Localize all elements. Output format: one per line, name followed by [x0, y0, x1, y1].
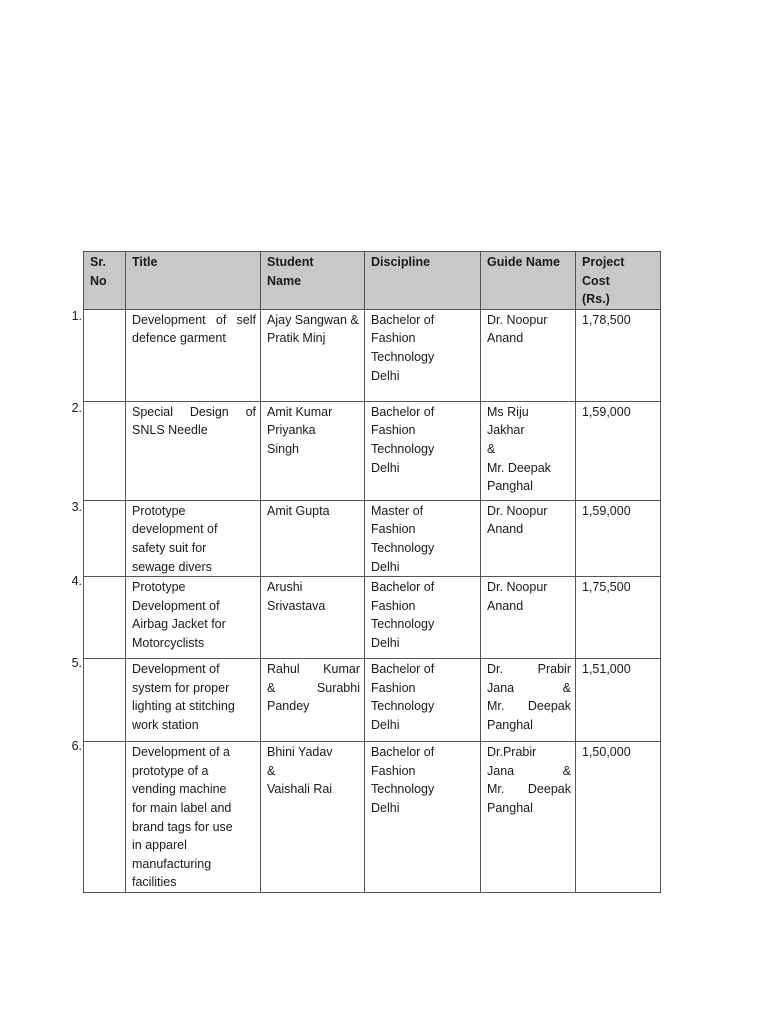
cell-project-cost: 1,75,500: [576, 577, 661, 659]
table-row: [84, 500, 661, 576]
table-row: [84, 309, 661, 401]
header-discipline: Discipline: [365, 252, 481, 310]
cell-discipline: Bachelor of Fashion Technology Delhi: [365, 401, 481, 500]
project-table: [83, 251, 661, 893]
cell-sr-no: [84, 742, 126, 893]
cell-title: Special Design of SNLS Needle: [126, 401, 261, 500]
header-row: [84, 252, 661, 310]
table-row: [84, 742, 661, 893]
table-row: [84, 401, 661, 500]
header-title: Title: [126, 252, 261, 310]
table-row: [84, 577, 661, 659]
cell-title: Development of system for proper lighting at stitching work station: [126, 659, 261, 742]
cell-project-cost: 1,78,500: [576, 309, 661, 401]
cell-sr-no: [84, 500, 126, 576]
cell-title: Prototype development of safety suit for sewage divers: [126, 500, 261, 576]
cell-title: Development of self defence garment: [126, 309, 261, 401]
cell-student-name: Bhini Yadav & Vaishali Rai: [261, 742, 365, 893]
cell-student-name: Amit Kumar Priyanka Singh: [261, 401, 365, 500]
cell-guide-name: Dr. Prabir Jana & Mr. Deepak Panghal: [481, 659, 576, 742]
cell-guide-name: Dr. Noopur Anand: [481, 309, 576, 401]
header-project-cost: Project Cost (Rs.): [576, 252, 661, 310]
cell-guide-name: Dr.Prabir Jana & Mr. Deepak Panghal: [481, 742, 576, 893]
row-number: 5.: [71, 656, 82, 670]
cell-project-cost: 1,59,000: [576, 500, 661, 576]
cell-discipline: Bachelor of Fashion Technology Delhi: [365, 577, 481, 659]
cell-student-name: Amit Gupta: [261, 500, 365, 576]
row-number: 1.: [71, 309, 82, 323]
cell-discipline: Bachelor of Fashion Technology Delhi: [365, 742, 481, 893]
cell-guide-name: Dr. Noopur Anand: [481, 577, 576, 659]
cell-sr-no: [84, 309, 126, 401]
cell-guide-name: Ms Riju Jakhar & Mr. Deepak Panghal: [481, 401, 576, 500]
cell-discipline: Bachelor of Fashion Technology Delhi: [365, 309, 481, 401]
row-number: 3.: [71, 500, 82, 514]
cell-project-cost: 1,59,000: [576, 401, 661, 500]
cell-title: Prototype Development of Airbag Jacket for Motorcyclists: [126, 577, 261, 659]
header-sr-no: Sr. No: [84, 252, 126, 310]
row-number: 2.: [71, 401, 82, 415]
cell-student-name: Ajay Sangwan & Pratik Minj: [261, 309, 365, 401]
cell-student-name: Rahul Kumar & Surabhi Pandey: [261, 659, 365, 742]
cell-sr-no: [84, 577, 126, 659]
cell-sr-no: [84, 659, 126, 742]
cell-discipline: Bachelor of Fashion Technology Delhi: [365, 659, 481, 742]
cell-sr-no: [84, 401, 126, 500]
cell-project-cost: 1,51,000: [576, 659, 661, 742]
header-guide-name: Guide Name: [481, 252, 576, 310]
row-number: 4.: [71, 574, 82, 588]
cell-student-name: Arushi Srivastava: [261, 577, 365, 659]
cell-project-cost: 1,50,000: [576, 742, 661, 893]
table-row: [84, 659, 661, 742]
cell-guide-name: Dr. Noopur Anand: [481, 500, 576, 576]
cell-discipline: Master of Fashion Technology Delhi: [365, 500, 481, 576]
header-student-name: Student Name: [261, 252, 365, 310]
row-number: 6.: [71, 739, 82, 753]
cell-title: Development of a prototype of a vending machine for main label and brand tags for use in apparel manufacturing facilities: [126, 742, 261, 893]
